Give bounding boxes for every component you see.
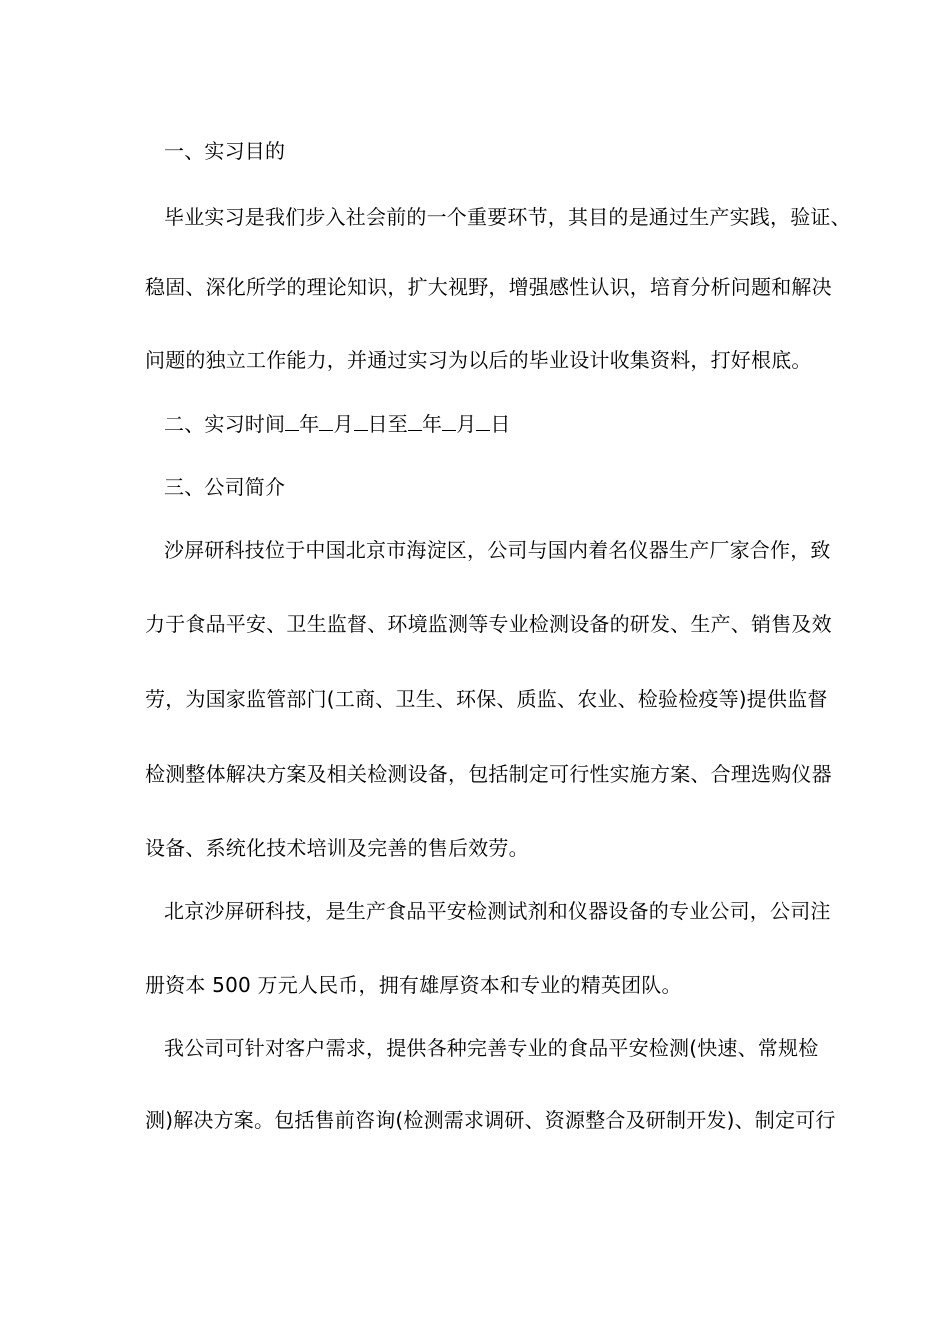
blank-field: [319, 412, 333, 431]
paragraph-line: 劳，为国家监管部门(工商、卫生、环保、质监、农业、检验检疫等)提供监督: [145, 687, 828, 711]
day-label: 日: [490, 412, 511, 436]
paragraph-line: 我公司可针对客户需求，提供各种完善专业的食品平安检测(快速、常规检: [164, 1036, 819, 1060]
month-label: 月: [333, 412, 354, 436]
section-heading-purpose: 一、实习目的: [164, 139, 286, 163]
paragraph-line: 测)解决方案。包括售前咨询(检测需求调研、资源整合及研制开发)、制定可行: [145, 1108, 836, 1132]
paragraph-line: 册资本 500 万元人民币，拥有雄厚资本和专业的精英团队。: [145, 973, 682, 997]
paragraph-line: 毕业实习是我们步入社会前的一个重要环节，其目的是通过生产实践，验证、: [164, 205, 851, 229]
year-label: 年: [299, 412, 320, 436]
blank-field: [442, 412, 456, 431]
blank-field: [476, 412, 490, 431]
paragraph-line: 北京沙屏研科技，是生产食品平安检测试剂和仪器设备的专业公司，公司注: [164, 899, 831, 923]
section-heading-time: [164, 410, 511, 438]
paragraph-line: 沙屏研科技位于中国北京市海淀区，公司与国内着名仪器生产厂家合作，致: [164, 538, 831, 562]
paragraph-line: 设备、系统化技术培训及完善的售后效劳。: [145, 836, 529, 860]
paragraph-line: 力于食品平安、卫生监督、环境监测等专业检测设备的研发、生产、销售及效: [145, 612, 832, 636]
blank-field: [285, 412, 299, 431]
blank-field: [354, 412, 368, 431]
year-label: 年: [422, 412, 443, 436]
month-label: 月: [456, 412, 477, 436]
day-to-label: 日至: [367, 412, 409, 436]
paragraph-line: 检测整体解决方案及相关检测设备，包括制定可行性实施方案、合理选购仪器: [145, 762, 832, 786]
time-label: 二、实习时间: [164, 412, 286, 436]
paragraph-line: 问题的独立工作能力，并通过实习为以后的毕业设计收集资料，打好根底。: [145, 348, 812, 372]
paragraph-line: 稳固、深化所学的理论知识，扩大视野，增强感性认识，培育分析问题和解决: [145, 275, 832, 299]
section-heading-company: 三、公司简介: [164, 475, 286, 499]
blank-field: [408, 412, 422, 431]
